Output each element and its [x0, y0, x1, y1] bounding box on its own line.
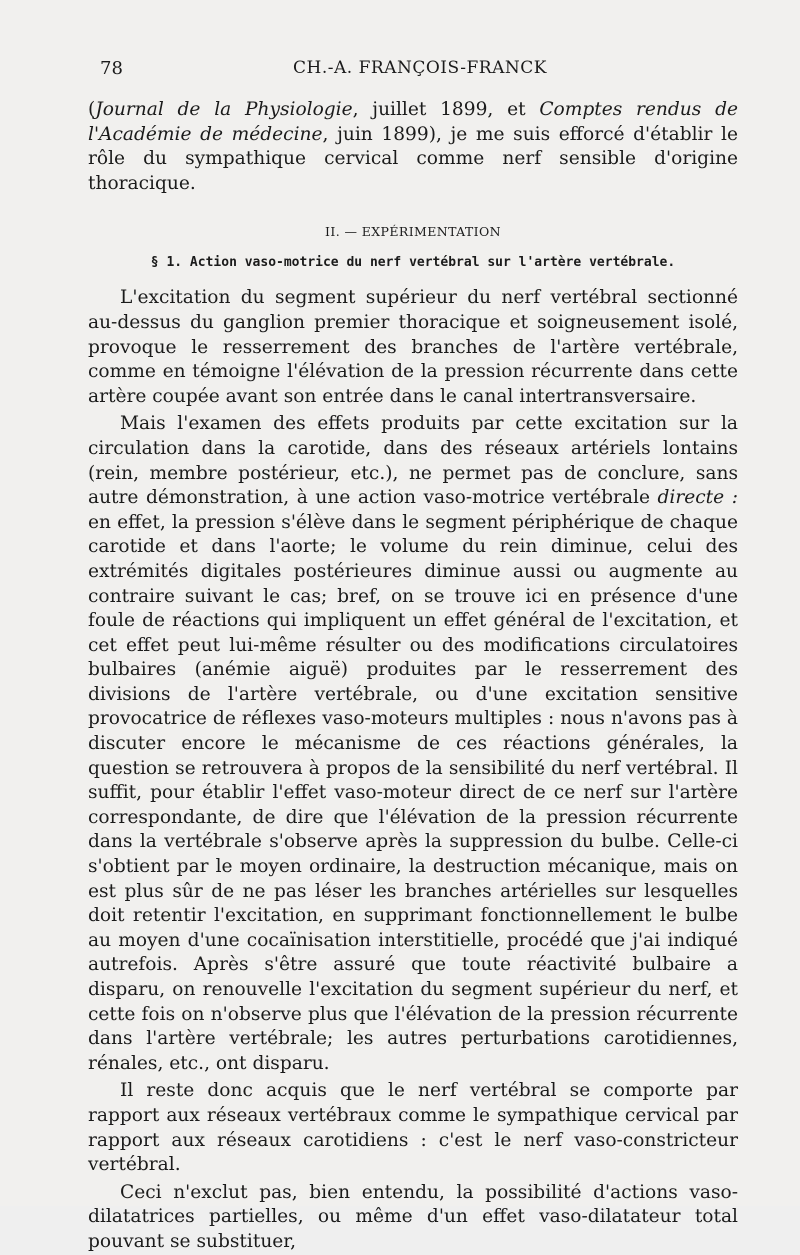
section-title: II. — EXPÉRIMENTATION: [325, 224, 501, 240]
paragraph-2: [88, 412, 738, 1076]
running-head: CH.-A. FRANÇOIS-FRANCK: [293, 58, 547, 78]
intro-paragraph: (Journal de la Physiologie, juillet 1899, et Comptes rendus de l'Académie de médecine, juin 1899), je me suis efforcé d'établir le rôle du sympathique cervical comme nerf sensible d'origine thoracique.: [88, 99, 738, 194]
page-number: 78: [100, 58, 123, 79]
paragraph-2-part-b: en effet, la pression s'élève dans le segment périphérique de chaque carotide et dans l'aorte; le volume du rein diminue, celui des extrémités digitales postérieures diminue aussi ou augmente au contraire suivant le cas; bref, on se trouve ici en présence d'une foule de réactions qui impliquent un effet général de l'excitation, et cet effet peut lui-même résulter ou des modifications circulatoires bulbaires (anémie aiguë) produites par le resserrement des divisions de l'artère vertébrale, ou d'une excitation sensitive provocatrice de réflexes vaso-moteurs multiples : nous n'avons pas à discuter encore le mécanisme de ces réactions générales, la question se retrouvera à propos de la sensibilité du nerf vertébral. Il suffit, pour établir l'effet vaso-moteur direct de ce nerf sur l'artère correspondante, de dire que l'élévation de la pression récurrente dans la vertébrale s'observe après la suppression du bulbe. Celle-ci s'obtient par le moyen ordinaire, la destruction mécanique, mais on est plus sûr de ne pas léser les branches artérielles sur lesquelles doit retentir l'excitation, en supprimant fonctionnellement le bulbe au moyen d'une cocaïnisation interstitielle, procédé que j'ai indiqué autrefois. Après s'être assuré que toute réactivité bulbaire a disparu, on renouvelle l'excitation du segment supérieur du nerf, et cette fois on n'observe plus que l'élévation de la pression récurrente dans l'artère vertébrale; les autres perturbations carotidiennes, rénales, etc., ont disparu.: [88, 511, 738, 1074]
intro-text-2: , juin 1899), je me suis efforcé d'établir le rôle du sympathique cervical comme nerf sensible d'origine thoracique.: [88, 123, 738, 194]
comptes-rendus-title: Comptes rendus de l'Académie de médecine: [88, 99, 738, 145]
intro-text-1: , juillet 1899, et: [352, 99, 540, 120]
paragraph-1: L'excitation du segment supérieur du nerf vertébral sectionné au-dessus du ganglion premier thoracique et soigneusement isolé, provoque le resserrement des branches de l'artère vertébrale, comme en témoigne l'élévation de la pression récurrente dans cette artère coupée avant son entrée dans le canal intertransversaire.: [88, 287, 738, 407]
subsection-title: § 1. Action vaso-motrice du nerf vertébral sur l'artère vertébrale.: [150, 255, 676, 271]
page-header: [100, 58, 740, 88]
paragraph-2-italic: directe :: [657, 487, 738, 509]
paragraph-4: Ceci n'exclut pas, bien entendu, la possibilité d'actions vaso-dilatatrices partielles, ou même d'un effet vaso-dilatateur total pouvant se substituer,: [88, 1181, 738, 1252]
paragraph-2-part-a: Mais l'examen des effets produits par cette excitation sur la circulation dans la carotide, dans des réseaux artériels lontains (rein, membre postérieur, etc.), ne permet pas de conclure, sans autre démonstration, à une action vaso-motrice vertébrale: [88, 413, 738, 509]
paragraph-3: Il reste donc acquis que le nerf vertébral se comporte par rapport aux réseaux vertébraux comme le sympathique cervical par rapport aux réseaux carotidiens : c'est le nerf vaso-constricteur vertébral.: [88, 1080, 738, 1176]
journal-title: Journal de la Physiologie: [95, 99, 353, 120]
page-body: [88, 98, 738, 1255]
